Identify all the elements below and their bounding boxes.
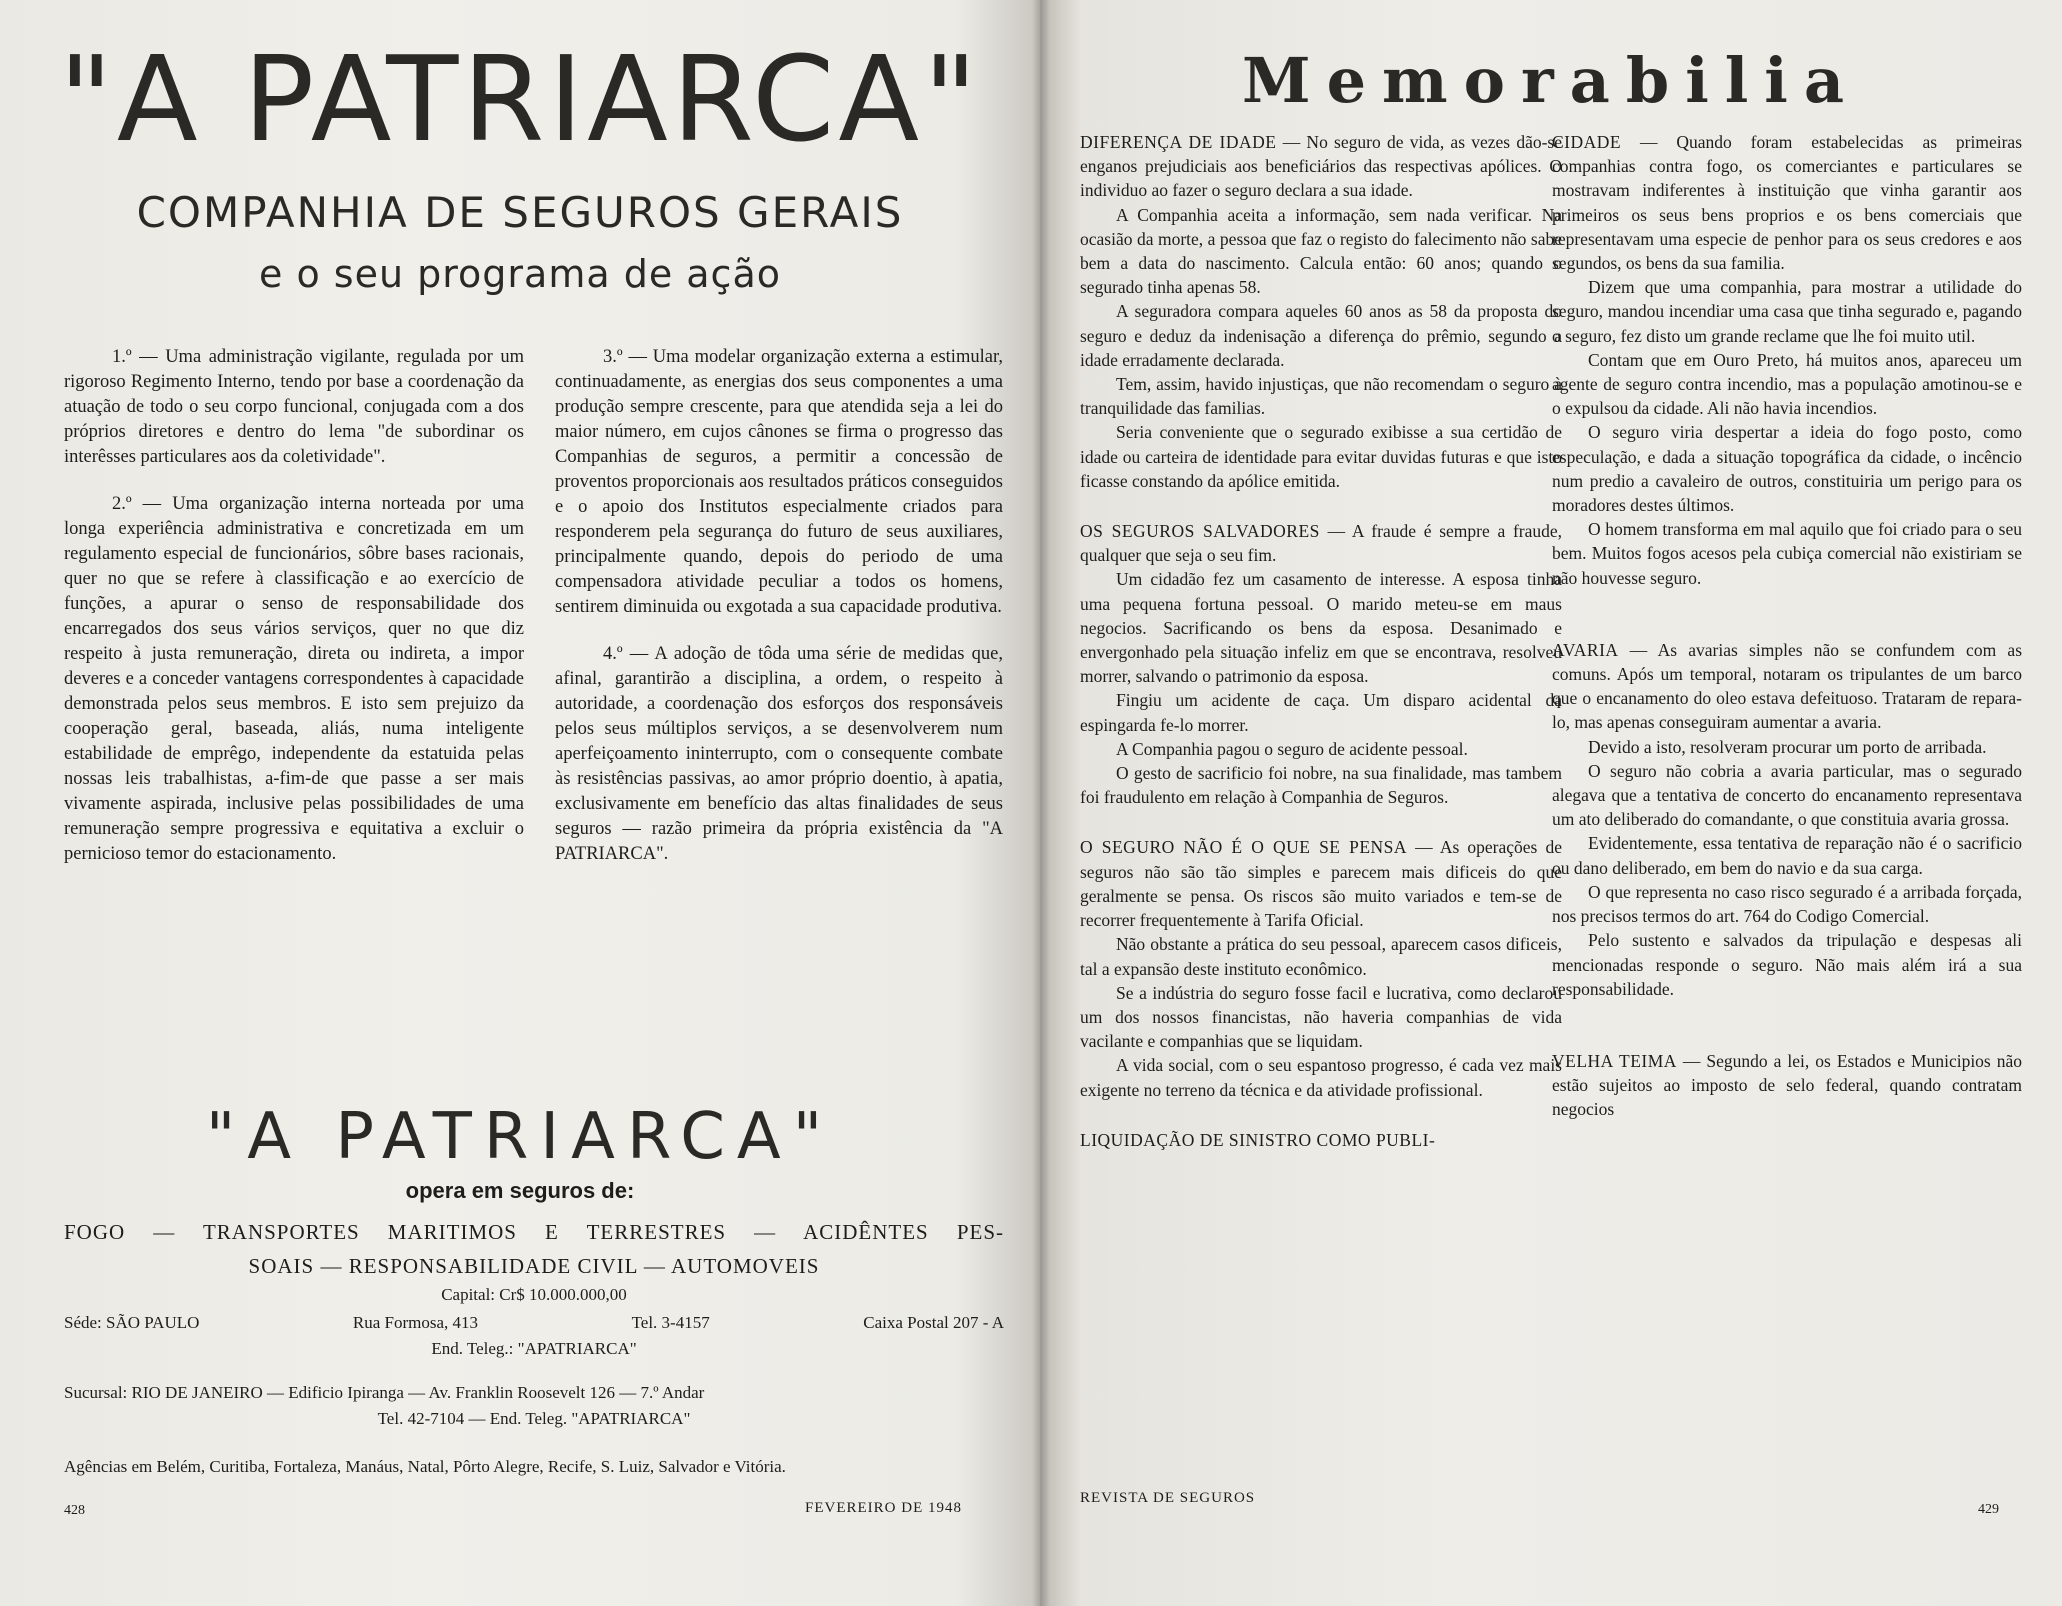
ad-sede-address: Rua Formosa, 413 <box>352 1313 479 1332</box>
ad-opera-label: opera em seguros de: <box>405 1178 635 1203</box>
paragraph: A seguradora compara aqueles 60 anos as 58 da proposta do seguro e deduz da indenisação a diferença do prêmio, segundo a idade erradamente declarada. <box>1080 301 1562 370</box>
section-heading: LIQUIDAÇÃO DE SINISTRO COMO PUBLI- <box>1080 1129 1436 1150</box>
section-heading: OS SEGUROS SALVADORES <box>1080 521 1320 542</box>
section-heading: VELHA TEIMA <box>1552 1050 1677 1071</box>
page-number-left: 428 <box>64 1503 85 1518</box>
program-item-2: 2.º — Uma organização interna norteada por uma longa experiência administrativa e concretizada em um regulamento especial de funcionários, sôbre bases racionais, quer no que se refere à classificação e ao exercício de funções, a apurar o senso de responsabilidade dos encarregados dos seus vários serviços, quer no que diz respeito à justa remuneração, direta ou indireta, a impor deveres e a conceder vantagens correspondentes à capacidade demonstrada pelos seus membros. E isto sem prejuizo da cooperação geral, baseada, aliás, numa inteligente estabilidade de emprêgo, independente da estatuida pelas nossas leis trabalhistas, a-fim-de que passe a ser mais vivamente aspirada, inclusive pelas possibilidades de uma remuneração sempre progressiva e equitativa a excluir o pernicioso temor do estacionamento. <box>64 494 524 864</box>
paragraph: Se a indústria do seguro fosse facil e lucrativa, como declarou um dos nossos financistas, não haveria companhias de vida vacilante e companhias que se liquidam. <box>1080 982 1562 1052</box>
paragraph: O homem transforma em mal aquilo que foi criado para o seu bem. Muitos fogos acesos pela cubiça comercial não existiriam se não houvesse seguro. <box>1552 519 2022 588</box>
paragraph: A vida social, com o seu espantoso progresso, é cada vez mais exigente no terreno da técnica e da atividade profissional. <box>1080 1055 1562 1100</box>
ad-agencies: Agências em Belém, Curitiba, Fortaleza, Manáus, Natal, Pôrto Alegre, Recife, S. Luiz, Salvador e Vitória. <box>64 1457 786 1476</box>
section-heading: DIFERENÇA DE IDADE <box>1080 132 1277 152</box>
right-page <box>1040 0 2062 1606</box>
paragraph: A Companhia aceita a informação, sem nada verificar. Na ocasião da morte, a pessoa que faz o registo do falecimento não sabe bem a data do nascimento. Calcula então: 60 anos; quando o segurado tinha apenas 58. <box>1080 204 1562 298</box>
issue-date: FEVEREIRO DE 1948 <box>805 1500 962 1516</box>
paragraph: O seguro viria despertar a ideia do fogo posto, como especulação, e dada a situação topográfica da cidade, o incêncio num predio a cavaleiro de outros, constituiria um perigo para os moradores destes últimos. <box>1552 422 2022 516</box>
article-idade: DIFERENÇA DE IDADE — No seguro de vida, as vezes dão-se enganos prejudiciais aos beneficiários das respectivas apólices. O individuo ao fazer o seguro declara a sua idade. <box>1080 132 1562 201</box>
ad-capital: Capital: Cr$ 10.000.000,00 <box>441 1285 627 1304</box>
page-title: "A PATRIARCA" <box>58 30 982 168</box>
ad-telegraph: End. Teleg.: "APATRIARCA" <box>431 1339 637 1358</box>
ad-sede-city: Séde: SÃO PAULO <box>64 1313 200 1332</box>
program-item-1: 1.º — Uma administração vigilante, regulada por um rigoroso Regimento Interno, tendo por base a coordenação da atuação de todo o seu corpo funcional, conjugada com a dos próprios diretores e dentro do lema "de subordinar os interêsses particulares aos da coletividade". <box>64 347 524 467</box>
paragraph: Seria conveniente que o segurado exibisse a sua certidão de idade ou carteira de identidade para evitar duvidas futuras e que isto ficasse constando da apólice emitida. <box>1080 422 1562 491</box>
paragraph: Dizem que uma companhia, para mostrar a utilidade do seguro, mandou incendiar uma casa que tinha segurado e, pagando o seguro, fez disto um grande reclame que lhe foi muito util. <box>1552 277 2022 346</box>
paragraph: Contam que em Ouro Preto, há muitos anos, apareceu um agente de seguro contra incendio, mas a população amotinou-se e o expulsou da cidade. Ali não havia incendios. <box>1552 349 2022 419</box>
paragraph: Um cidadão fez um casamento de interesse. A esposa tinha uma pequena fortuna pessoal. O marido meteu-se em maus negocios. Sacrificando os bens da esposa. Desanimado e envergonhado pela situação infeliz em que se encontrava, resolveu morrer, salvando o patrimonio da esposa. <box>1080 569 1562 687</box>
ad-sucursal-phone: Tel. 42-7104 — End. Teleg. "APATRIARCA" <box>377 1409 691 1428</box>
magazine-name: REVISTA DE SEGUROS <box>1080 1490 1256 1506</box>
ad-line-2: SOAIS — RESPONSABILIDADE CIVIL — AUTOMOVEIS <box>248 1254 820 1278</box>
ad-sede-phone: Tel. 3-4157 <box>631 1313 710 1332</box>
memorabilia-title: Memorabilia <box>1241 44 1861 117</box>
paragraph: Fingiu um acidente de caça. Um disparo acidental da espingarda fe-lo morrer. <box>1080 690 1562 735</box>
article-salvadores: OS SEGUROS SALVADORES — A fraude é sempre a fraude, qualquer que seja o seu fim. <box>1080 521 1563 566</box>
section-heading: CIDADE <box>1552 132 1622 152</box>
article-velha-teima: VELHA TEIMA — Segundo a lei, os Estados e Municipios não estão sujeitos ao imposto de selo federal, quando contratam negocios <box>1552 1050 2023 1120</box>
ad-title: "A PATRIARCA" <box>205 1100 835 1174</box>
program-subtitle: e o seu programa de ação <box>259 252 781 296</box>
paragraph: Não obstante a prática do seu pessoal, aparecem casos dificeis, tal a expansão deste instituto econômico. <box>1080 934 1562 979</box>
section-heading: O SEGURO NÃO É O QUE SE PENSA <box>1080 837 1408 858</box>
program-item-4: 4.º — A adoção de tôda uma série de medidas que, afinal, garantirão a disciplina, a ordem, o respeito à autoridade, a coordenação dos esforços dos responsáveis pelos seus múltiplos serviços, a se desenvolverem num aperfeiçoamento ininterrupto, com o consequente combate às resistências passivas, ao amor próprio doentio, à apatia, exclusivamente em benefício das altas finalidades de seus seguros — razão primeira da própria existência da "A PATRIARCA". <box>555 644 1003 864</box>
paragraph: A Companhia pagou o seguro de acidente pessoal. <box>1116 738 1468 759</box>
paragraph: Devido a isto, resolveram procurar um porto de arribada. <box>1588 736 1987 757</box>
ad-sede-row <box>64 1310 1004 1335</box>
paragraph: Evidentemente, essa tentativa de reparação não é o sacrificio ou dano deliberado, em bem do navio e da sua carga. <box>1552 833 2022 878</box>
right-column-2 <box>1552 130 2022 1122</box>
ad-sede-box: Caixa Postal 207 - A <box>863 1313 1004 1332</box>
article-cidade: CIDADE — Quando foram estabelecidas as primeiras companhias contra fogo, os comerciantes e particulares se mostravam indiferentes à instituição que vinha garantir aos primeiros os seus bens proprios e os bens comerciais que representavam uma especie de penhor para os seus credores e aos segundos, os bens da sua familia. <box>1552 132 2022 274</box>
article-liquidacao <box>1080 1128 1562 1152</box>
left-column-2 <box>555 345 1003 889</box>
section-heading: AVARIA <box>1552 639 1619 660</box>
ad-line-1: FOGO — TRANSPORTES MARITIMOS E TERRESTRES — ACIDÊNTES PES- <box>64 1220 1004 1244</box>
article-seguro-nao: O SEGURO NÃO É O QUE SE PENSA — As operações de seguros não são tão simples e parecem mais dificeis do que geralmente se pensa. Os riscos são muito variados e tem-se de recorrer frequentemente à Tarifa Oficial. <box>1080 837 1562 931</box>
ad-sucursal: Sucursal: RIO DE JANEIRO — Edificio Ipiranga — Av. Franklin Roosevelt 126 — 7.º Andar <box>64 1383 705 1402</box>
paragraph: O que representa no caso risco segurado é a arribada forçada, nos precisos termos do art. 764 do Codigo Comercial. <box>1552 881 2022 927</box>
article-avaria: AVARIA — As avarias simples não se confundem com as comuns. Após um temporal, notaram os tripulantes de um barco que o encanamento do oleo estava defeituoso. Trataram de repara-lo, mas apenas conseguiram aumentar a avaria. <box>1552 639 2022 733</box>
right-column-1 <box>1080 130 1562 1152</box>
program-item-3: 3.º — Uma modelar organização externa a estimular, continuadamente, as energias dos seus componentes a uma produção sempre crescente, para que atendida seja a lei do maior número, em cujos cânones se firma o progresso das Companhias de seguros, a permitir a concessão de proventos proporcionais aos resultados práticos conseguidos e o apoio dos Institutos especialmente criados para responderem pela segurança do futuro de seus auxiliares, principalmente quando, depois do periodo de uma compensadora atividade peculiar a todos os homens, sentirem diminuida ou exgotada a sua capacidade produtiva. <box>555 347 1003 617</box>
ad-lines-of-business <box>64 1215 1004 1283</box>
book-gutter <box>1032 0 1050 1606</box>
paragraph: Tem, assim, havido injustiças, que não recomendam o seguro à tranquilidade das familias. <box>1080 374 1562 419</box>
left-column-1 <box>64 345 524 889</box>
paragraph: O gesto de sacrificio foi nobre, na sua finalidade, mas tambem foi fraudulento em relação à Companhia de Seguros. <box>1080 763 1562 808</box>
page-number-right: 429 <box>1978 1502 1999 1517</box>
paragraph: Pelo sustento e salvados da tripulação e despesas ali mencionadas responde o seguro. Não mais além irá a sua responsabilidade. <box>1552 930 2022 999</box>
paragraph: O seguro não cobria a avaria particular, mas o segurado alegava que a tentativa de concerto do encanamento representava um ato deliberado do comandante, o que constituia avaria grossa. <box>1552 760 2022 830</box>
company-subtitle: COMPANHIA DE SEGUROS GERAIS <box>136 188 904 237</box>
